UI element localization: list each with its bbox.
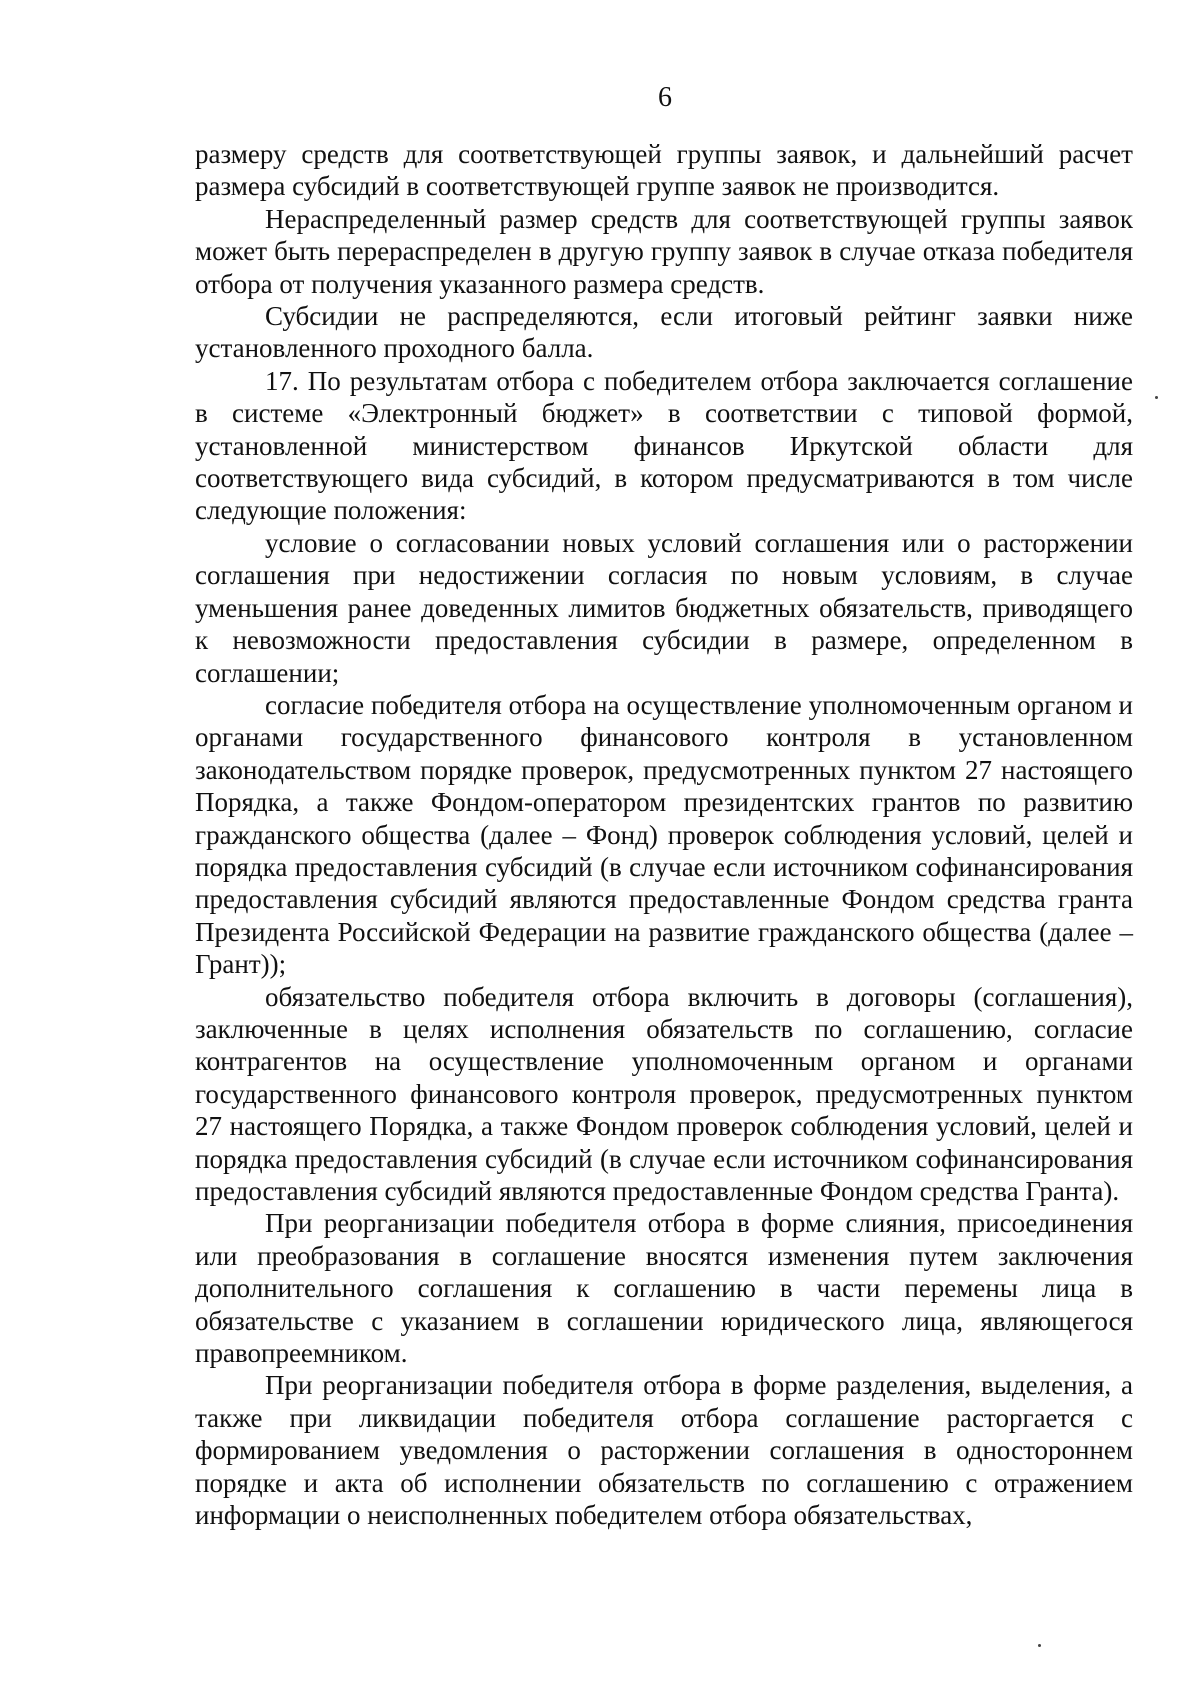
paragraph-consent-inspections: согласие победителя отбора на осуществление уполномоченным органом и органами государственного финансового контроля в установленном законодательством порядке проверок, предусмотренных пунктом 27 настоящего Порядка, а также Фондом-оператором президентских грантов по развитию гражданского общества (далее – Фонд) проверок соблюдения условий, целей и порядка предоставления субсидий (в случае если источником софинансирования предоставления субсидий являются предоставленные Фондом средства гранта Президента Российской Федерации на развитие гражданского общества (далее – Грант)); xyxy=(195,689,1133,980)
paragraph-reorganization-division: При реорганизации победителя отбора в форме разделения, выделения, а также при ликвидации победителя отбора соглашение расторгается с формированием уведомления о расторжении соглашения в одностороннем порядке и акта об исполнении обязательств по соглашению с отражением информации о неисполненных победителем отбора обязательствах, xyxy=(195,1370,1133,1531)
paragraph-reorganization-merger: При реорганизации победителя отбора в форме слияния, присоединения или преобразования в соглашение вносятся изменения путем заключения дополнительного соглашения к соглашению в части перемены лица в обязательстве с указанием в соглашении юридического лица, являющегося правопреемником. xyxy=(195,1208,1133,1369)
paragraph-condition-renegotiation: условие о согласовании новых условий соглашения или о расторжении соглашения при недостижении согласия по новым условиям, в случае уменьшения ранее доведенных лимитов бюджетных обязательств, приводящего к невозможности предоставления субсидии в размере, определенном в соглашении; xyxy=(195,527,1133,688)
page-number: 6 xyxy=(658,82,672,113)
paragraph-redistribution: Нераспределенный размер средств для соответствующей группы заявок может быть перераспределен в другую группу заявок в случае отказа победителя отбора от получения указанного размера средств. xyxy=(195,203,1133,299)
scan-speck xyxy=(1155,396,1158,399)
paragraph-item-17: 17. По результатам отбора с победителем отбора заключается соглашение в системе «Электронный бюджет» в соответствии с типовой формой, установленной министерством финансов Иркутской области для соответствующего вида субсидий, в котором предусматриваются в том числе следующие положения: xyxy=(195,365,1133,526)
paragraph-continuation: размеру средств для соответствующей группы заявок, и дальнейший расчет размера субсидий в соответствующей группе заявок не производится. xyxy=(195,139,1133,202)
paragraph-threshold: Субсидии не распределяются, если итоговый рейтинг заявки ниже установленного проходного балла. xyxy=(195,301,1133,364)
scan-speck xyxy=(1038,1644,1041,1647)
document-body xyxy=(195,138,1133,1531)
paragraph-obligation-contracts: обязательство победителя отбора включить в договоры (соглашения), заключенные в целях исполнения обязательств по соглашению, согласие контрагентов на осуществление уполномоченным органом и органами государственного финансового контроля проверок, предусмотренных пунктом 27 настоящего Порядка, а также Фондом проверок соблюдения условий, целей и порядка предоставления субсидий (в случае если источником софинансирования предоставления субсидий являются предоставленные Фондом средства Гранта). xyxy=(195,981,1133,1206)
